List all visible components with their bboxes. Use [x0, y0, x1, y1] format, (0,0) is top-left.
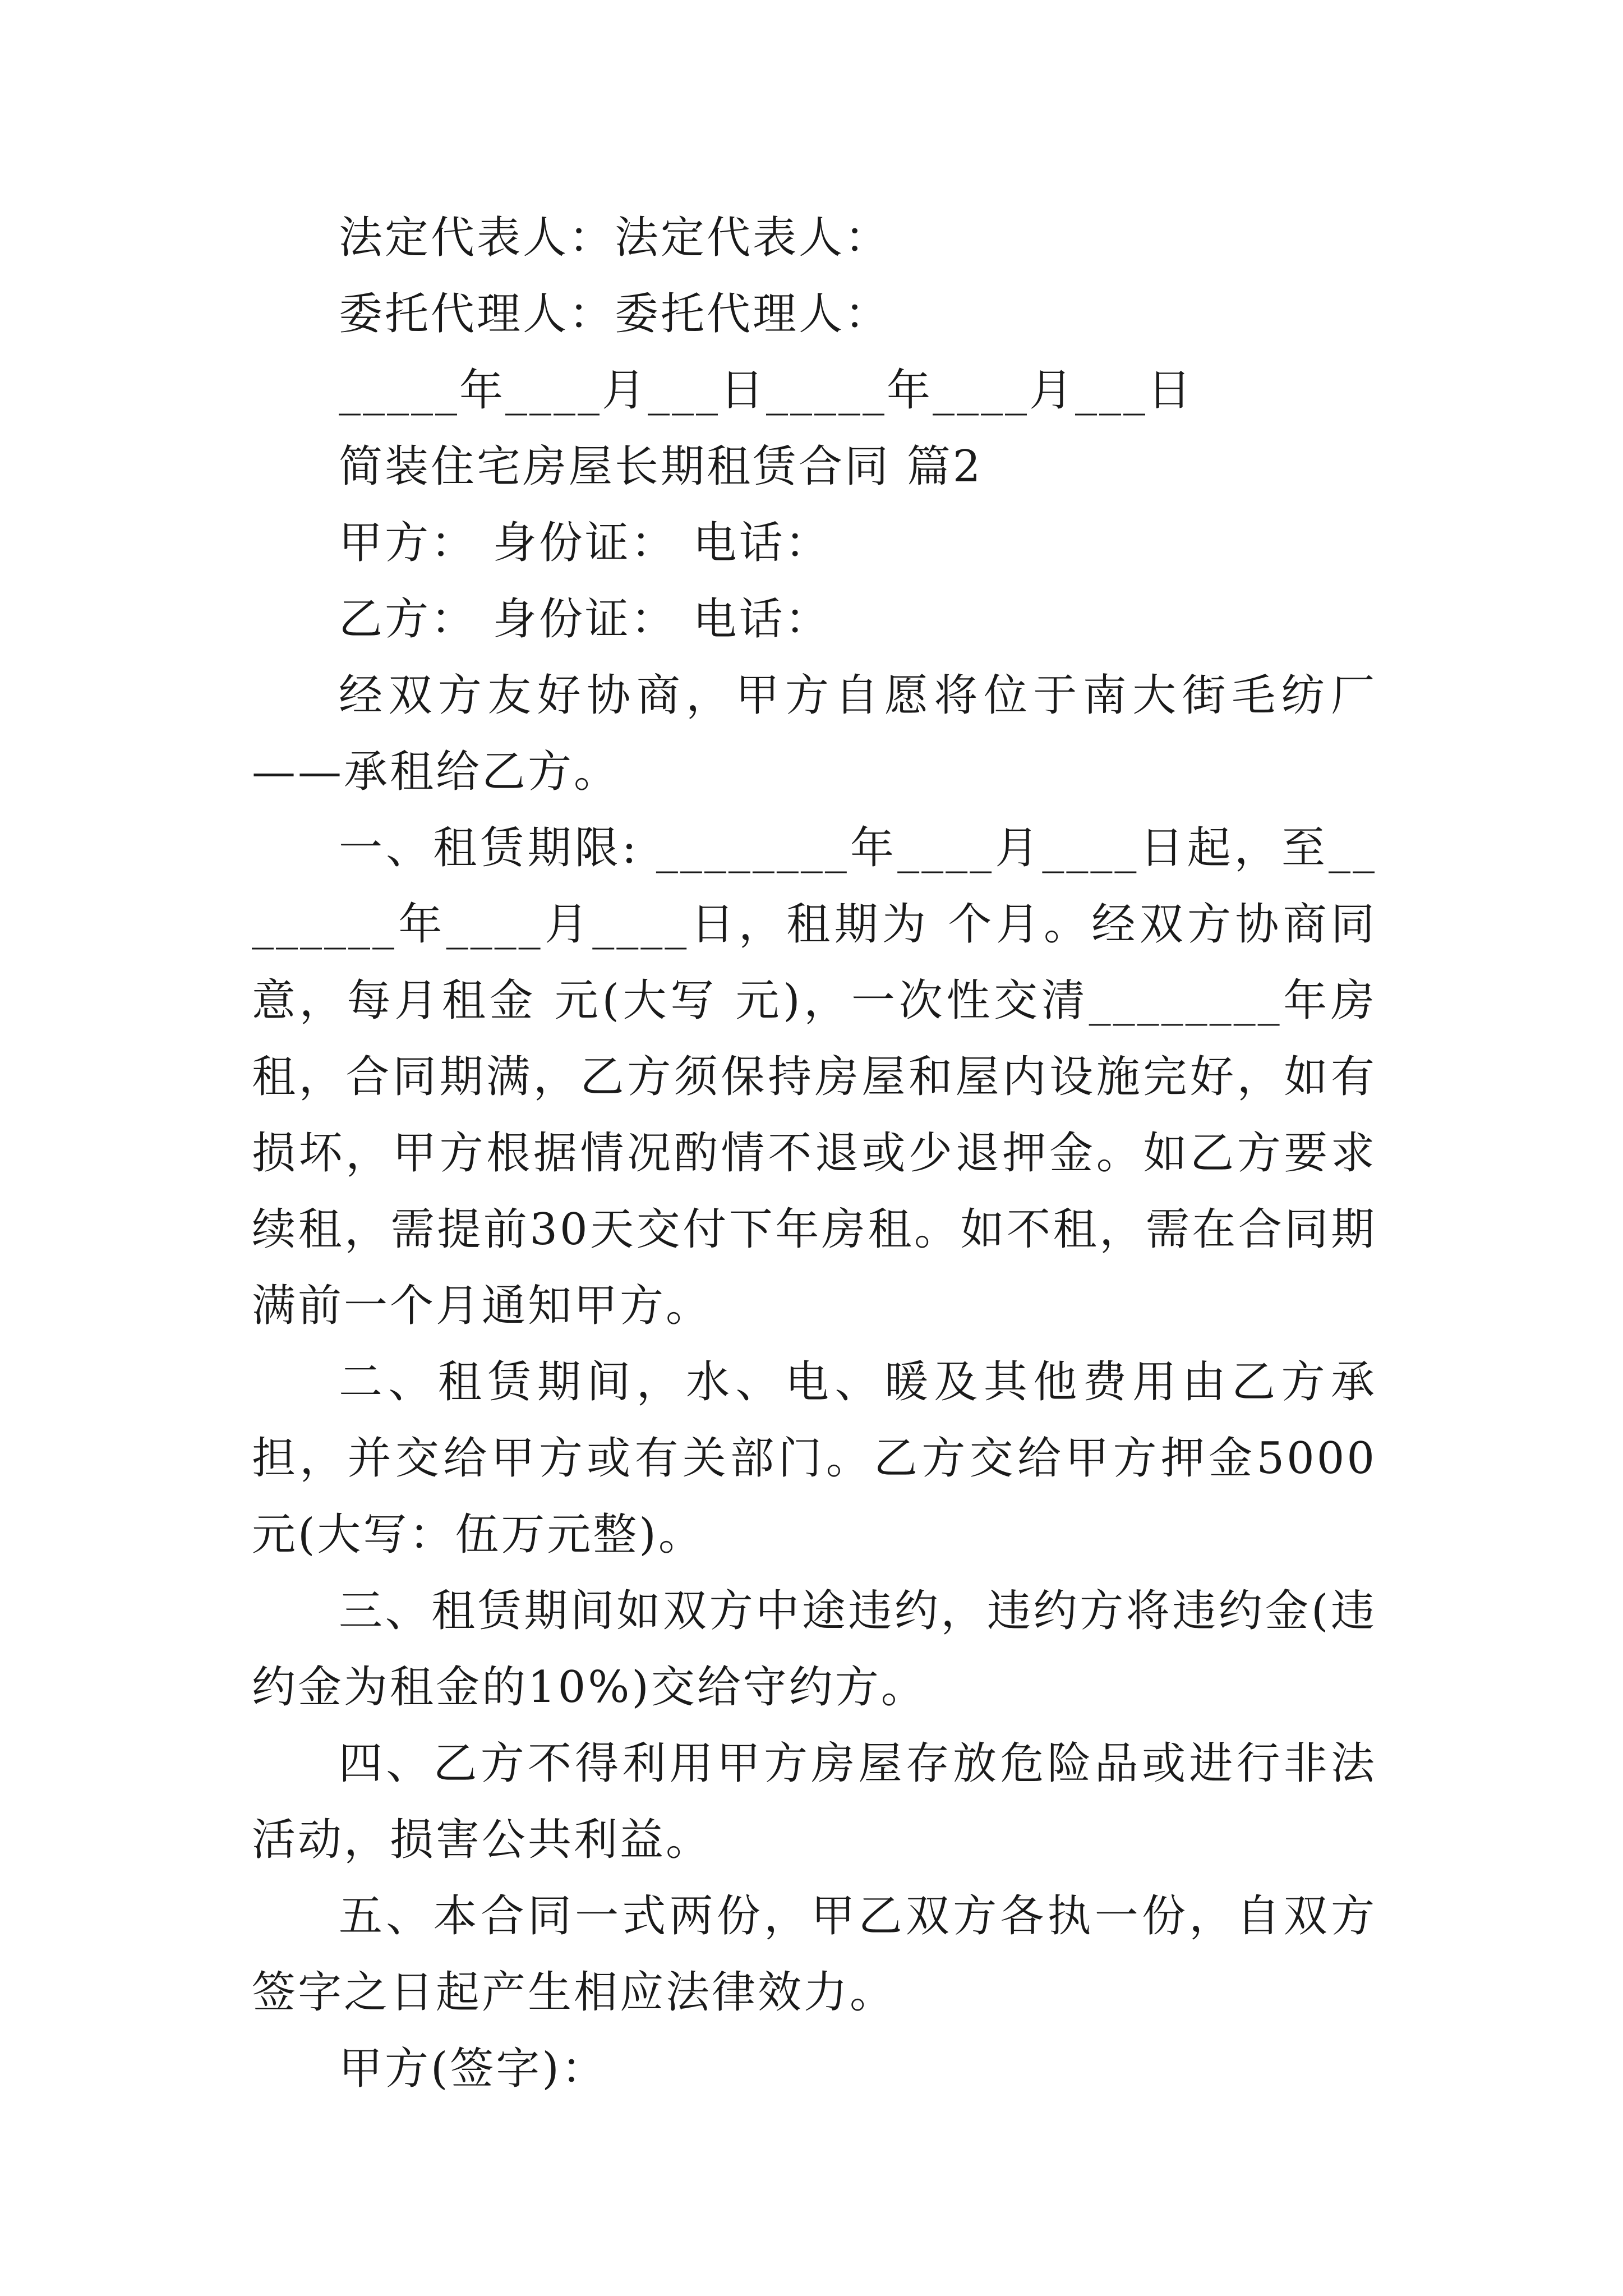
clause-1-lease-term: 一、租赁期限: ________年____月____日起，至________年____月____日，租期为 个月。经双方协商同意，每月租金 元(大写 元)，一次性交清________年房租，合同期满，乙方须保持房屋和屋内设施完好，如有损坏，甲方根据情况酌情不退或少退押金。如乙方要求续租，需提前30天交付下年房租。如不租，需在合同期满前一个月通知甲方。	[252, 823, 1377, 1331]
party-a-line: 甲方： 身份证： 电话：	[339, 518, 831, 568]
party-a-signature-line: 甲方(签字)：	[339, 2044, 607, 2094]
clause-2-expenses: 二、租赁期间，水、电、暖及其他费用由乙方承担，并交给甲方或有关部门。乙方交给甲方押金5000元(大写：伍万元整)。	[252, 1357, 1377, 1560]
clause-5-copies: 五、本合同一式两份，甲乙双方各执一份，自双方签字之日起产生相应法律效力。	[252, 1891, 1377, 2018]
party-b-line: 乙方： 身份证： 电话：	[339, 594, 831, 645]
clause-3-breach: 三、租赁期间如双方中途违约，违约方将违约金(违约金为租金的10%)交给守约方。	[252, 1586, 1377, 1713]
contract-body	[252, 200, 1377, 2107]
contract-title: 简装住宅房屋长期租赁合同 篇2	[339, 441, 983, 492]
date-line: _____年____月___日_____年____月___日	[339, 365, 1194, 416]
intro-paragraph: 经双方友好协商，甲方自愿将位于南大街毛纺厂——承租给乙方。	[252, 670, 1377, 797]
legal-representative-line: 法定代表人：法定代表人：	[339, 213, 891, 263]
agent-line: 委托代理人：委托代理人：	[339, 289, 891, 339]
clause-4-prohibited-use: 四、乙方不得利用甲方房屋存放危险品或进行非法活动，损害公共利益。	[252, 1738, 1377, 1865]
